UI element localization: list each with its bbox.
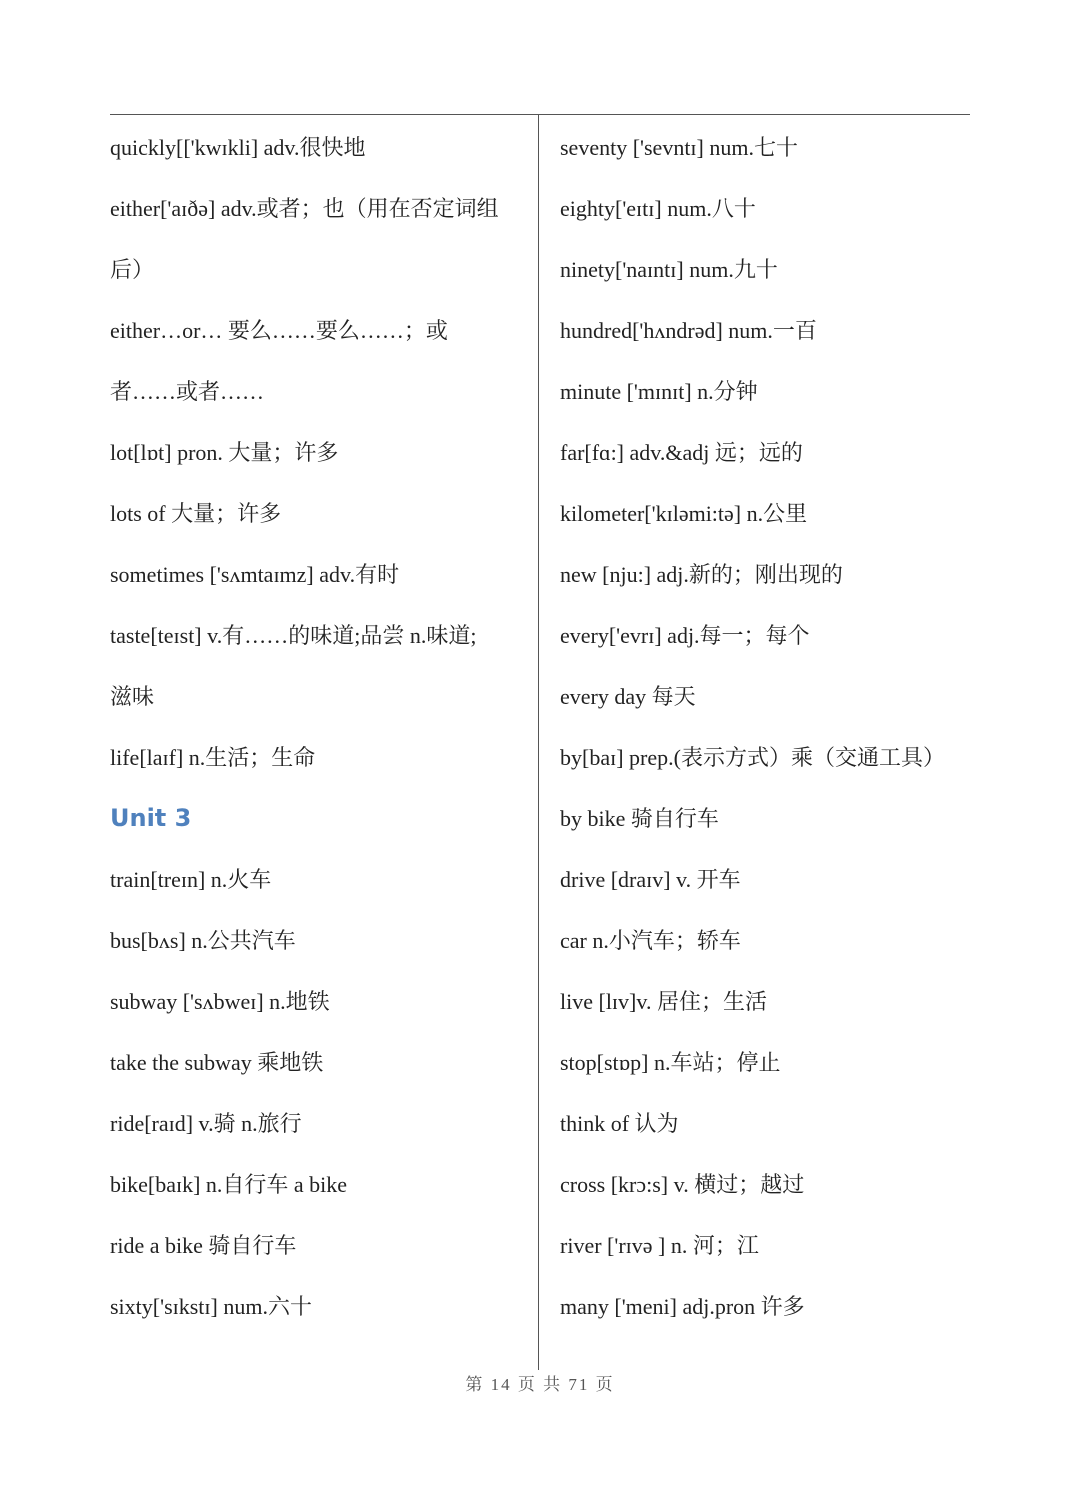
vocab-line: kilometer['kɪləmi:tə] n.公里 [560,501,808,526]
vocab-line: subway ['sʌbweɪ] n.地铁 [110,989,330,1014]
header-rule [110,114,970,115]
vocab-line: cross [krɔ:s] v. 横过；越过 [560,1172,805,1197]
vocab-line: sometimes ['sʌmtaɪmz] adv.有时 [110,562,400,587]
vocab-line: think of 认为 [560,1111,679,1136]
vocab-line: new [nju:] adj.新的；刚出现的 [560,562,843,587]
vocab-line: many ['meni] adj.pron 许多 [560,1294,805,1319]
vocab-line: quickly[['kwɪkli] adv.很快地 [110,135,366,160]
vocab-line: either…or… 要么……要么……；或 [110,318,448,343]
vocab-line: by[baɪ] prep.(表示方式）乘（交通工具） [560,745,945,770]
vocab-line: take the subway 乘地铁 [110,1050,324,1075]
vocab-line: 者……或者…… [110,379,265,404]
vocab-line: stop[stɒp] n.车站；停止 [560,1050,781,1075]
vocab-line: every['evrɪ] adj.每一；每个 [560,623,810,648]
vocab-line: hundred['hʌndrəd] num.一百 [560,318,817,343]
left-column [110,117,530,1337]
vocab-line: minute ['mɪnɪt] n.分钟 [560,379,758,404]
vocab-line: drive [draɪv] v. 开车 [560,867,741,892]
vocab-line: lots of 大量；许多 [110,501,282,526]
unit-heading: Unit 3 [110,804,192,832]
column-divider [538,114,539,1370]
vocab-line: 滋味 [110,684,155,709]
right-column [560,117,980,1337]
vocab-line: river ['rɪvə ] n. 河；江 [560,1233,759,1258]
vocab-line: bus[bʌs] n.公共汽车 [110,928,296,953]
vocab-line: bike[baɪk] n.自行车 a bike [110,1172,348,1197]
vocab-line: either['aɪðə] adv.或者；也（用在否定词组 [110,196,499,221]
vocab-line: live [lɪv]v. 居住；生活 [560,989,767,1014]
vocab-line: seventy ['sevntɪ] num.七十 [560,135,798,160]
vocab-line: by bike 骑自行车 [560,806,719,831]
vocab-line: train[treɪn] n.火车 [110,867,272,892]
vocab-line: taste[teɪst] v.有……的味道;品尝 n.味道; [110,623,477,648]
vocab-line: far[fɑ:] adv.&adj 远；远的 [560,440,803,465]
page-footer: 第 14 页 共 71 页 [465,1375,615,1394]
vocab-line: lot[lɒt] pron. 大量；许多 [110,440,339,465]
vocab-line: ride[raɪd] v.骑 n.旅行 [110,1111,302,1136]
vocab-line: eighty['eɪtɪ] num.八十 [560,196,756,221]
vocab-line: life[laɪf] n.生活；生命 [110,745,316,770]
vocab-line: car n.小汽车；轿车 [560,928,741,953]
vocab-line: sixty['sɪkstɪ] num.六十 [110,1294,312,1319]
vocab-line: 后） [110,257,155,282]
vocab-line: ninety['naɪntɪ] num.九十 [560,257,778,282]
vocab-line: ride a bike 骑自行车 [110,1233,297,1258]
vocab-line: every day 每天 [560,684,696,709]
